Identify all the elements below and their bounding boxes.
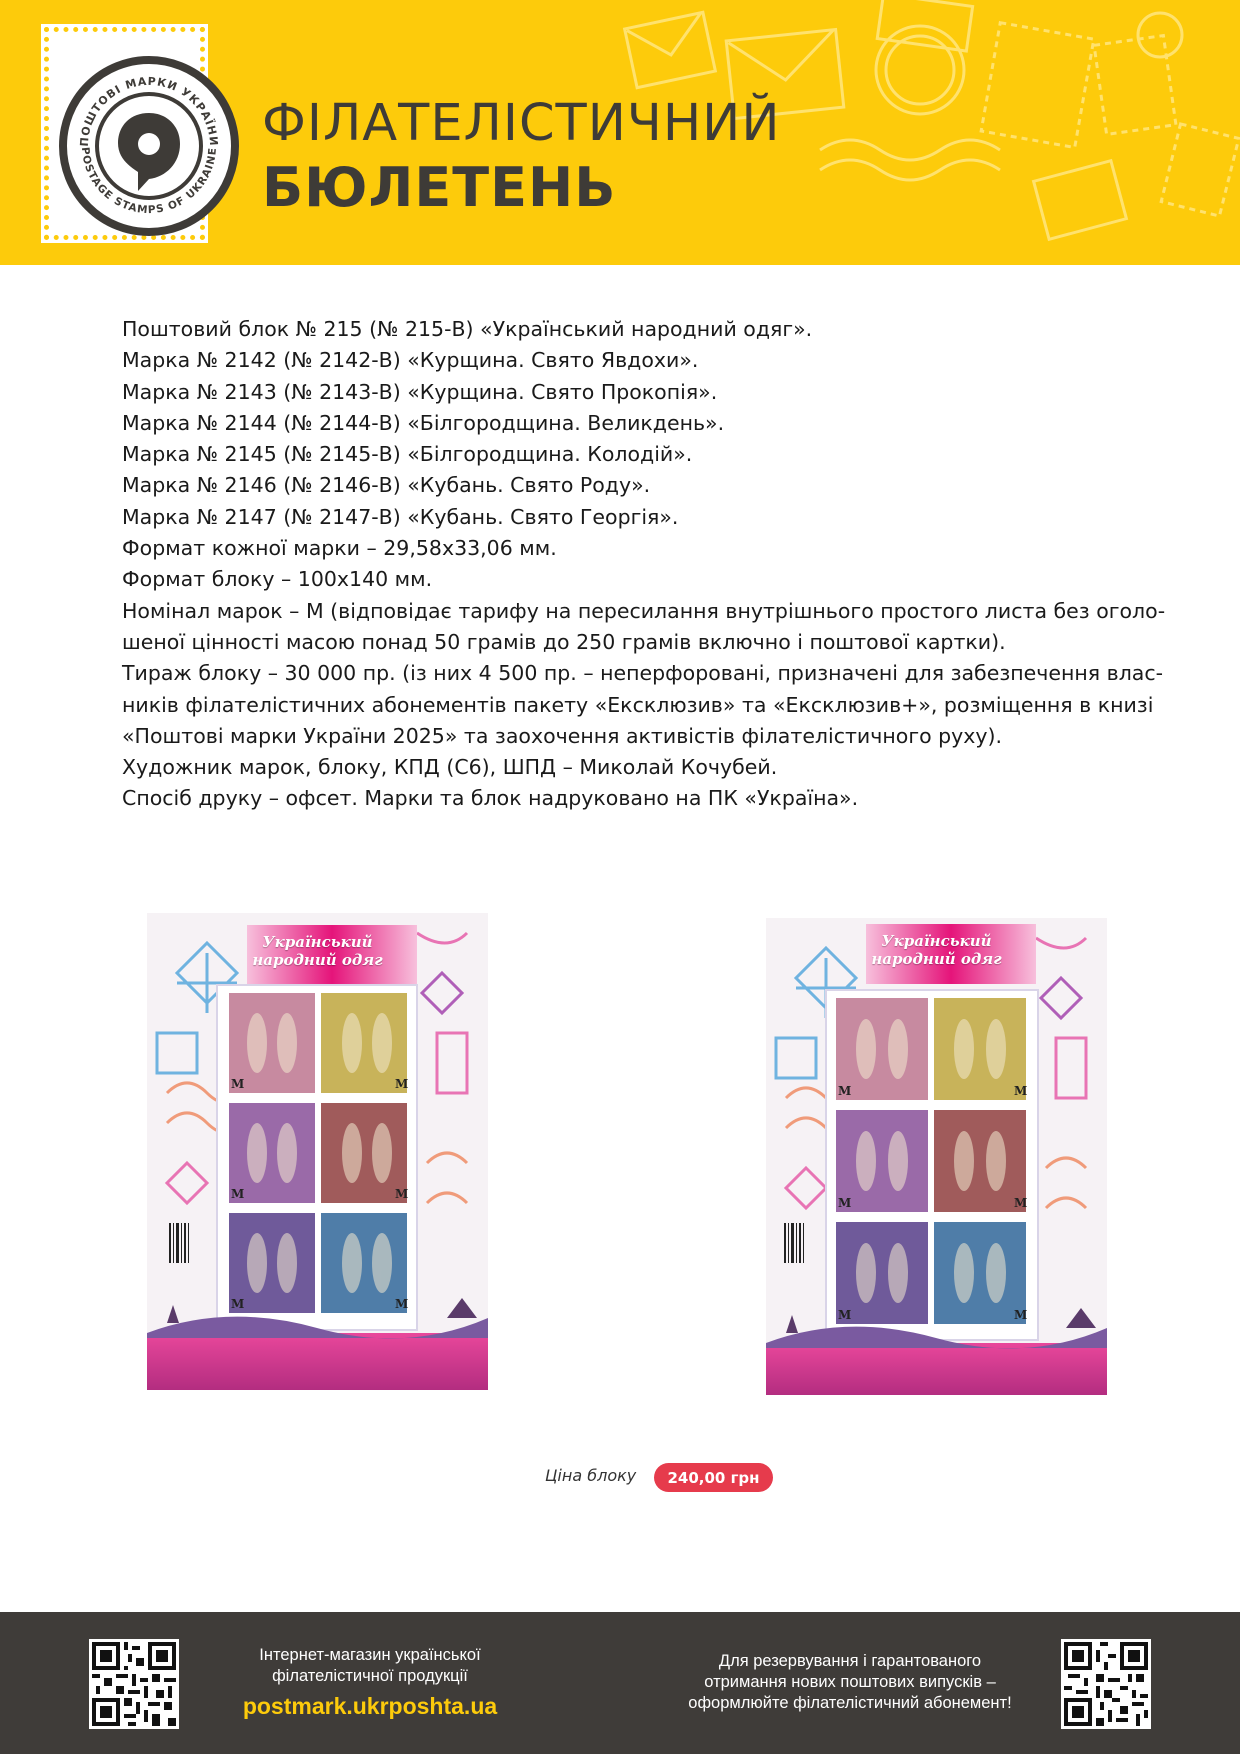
footer-shop-info: Інтернет-магазин української філателістичної продукції postmark.ukrposhta.ua <box>200 1645 540 1717</box>
description-line: Марка № 2145 (№ 2145-В) «Білгородщина. Колодій». <box>122 442 693 467</box>
description-line: Марка № 2143 (№ 2143-В) «Курщина. Свято Прокопія». <box>122 379 718 404</box>
description-line: Марка № 2144 (№ 2144-В) «Білгородщина. Великдень». <box>122 410 725 435</box>
description-line: Тираж блоку – 30 000 пр. (із них 4 500 пр. – неперфоровані, призначені для забезпечення влас- <box>122 661 1164 686</box>
description-line: Формат кожної марки – 29,58х33,06 мм. <box>122 536 557 561</box>
footer-subscription-info: Для резервування і гарантованого отримання нових поштових випусків – оформлюйте філателістичний абонемент! <box>688 1652 1012 1712</box>
souvenir-sheet-imperforate <box>766 918 1107 1395</box>
denomination-m: М <box>1014 1084 1028 1098</box>
denomination-m: М <box>838 1196 852 1210</box>
description-line: Спосіб друку – офсет. Марки та блок надруковано на ПК «Україна». <box>122 786 859 811</box>
description-line: «Поштові марки України 2025» та заохочення активістів філателістичного руху). <box>122 723 1003 748</box>
denomination-m: М <box>395 1297 409 1311</box>
denomination-m: М <box>231 1077 245 1091</box>
denomination-m: М <box>838 1308 852 1322</box>
description-line: Марка № 2142 (№ 2142-В) «Курщина. Свято Явдохи». <box>122 348 699 373</box>
denomination-m: М <box>1014 1196 1028 1210</box>
sheet-artwork <box>766 918 1107 1395</box>
sheet-title: Український народний одяг <box>871 932 1002 968</box>
denomination-m: М <box>231 1297 245 1311</box>
description-line: шеної цінності масою понад 50 грамів до 250 грамів включно і поштової картки). <box>122 629 1006 654</box>
description-line: Формат блоку – 100х140 мм. <box>122 567 433 592</box>
ukrposhta-seal-logo <box>58 55 240 237</box>
description-line: ників філателістичних абонементів пакету «Ексклюзив» та «Ексклюзив+», розміщення в книзі <box>122 692 1154 717</box>
denomination-m: М <box>1014 1308 1028 1322</box>
description-line: Художник марок, блоку, КПД (С6), ШПД – Миколай Кочубей. <box>122 755 778 780</box>
description-line: Марка № 2146 (№ 2146-В) «Кубань. Свято Роду». <box>122 473 651 498</box>
description-line: Марка № 2147 (№ 2147-В) «Кубань. Свято Георгія». <box>122 504 679 529</box>
description-line: Поштовий блок № 215 (№ 215-В) «Український народний одяг». <box>122 317 813 341</box>
issue-description <box>122 314 1166 815</box>
qr-code-icon[interactable] <box>1061 1639 1151 1729</box>
price-label: Ціна блоку <box>545 1466 637 1485</box>
footer <box>0 1612 1240 1754</box>
souvenir-sheet-perforated <box>147 913 488 1390</box>
denomination-m: М <box>395 1077 409 1091</box>
denomination-m: М <box>838 1084 852 1098</box>
bulletin-title-line-1: ФІЛАТЕЛІСТИЧНИЙ <box>262 94 781 153</box>
bulletin-title-line-2: БЮЛЕТЕНЬ <box>262 156 617 219</box>
sheet-title: Український народний одяг <box>252 933 383 969</box>
denomination-m: М <box>231 1187 245 1201</box>
description-line: Номінал марок – М (відповідає тарифу на пересилання внутрішнього простого листа без оголо- <box>122 598 1166 623</box>
sheet-artwork <box>147 913 488 1390</box>
svg-text:POSTAGE STAMPS OF UKRAINE: POSTAGE STAMPS OF UKRAINE <box>78 146 220 217</box>
qr-code-icon[interactable] <box>89 1639 179 1729</box>
denomination-m: М <box>395 1187 409 1201</box>
price-badge: 240,00 грн <box>654 1463 773 1492</box>
header-banner <box>0 0 1240 265</box>
svg-text:ПОШТОВІ МАРКИ УКРАЇНИ: ПОШТОВІ МАРКИ УКРАЇНИ <box>77 74 221 147</box>
shop-link[interactable]: postmark.ukrposhta.ua <box>242 1693 498 1719</box>
